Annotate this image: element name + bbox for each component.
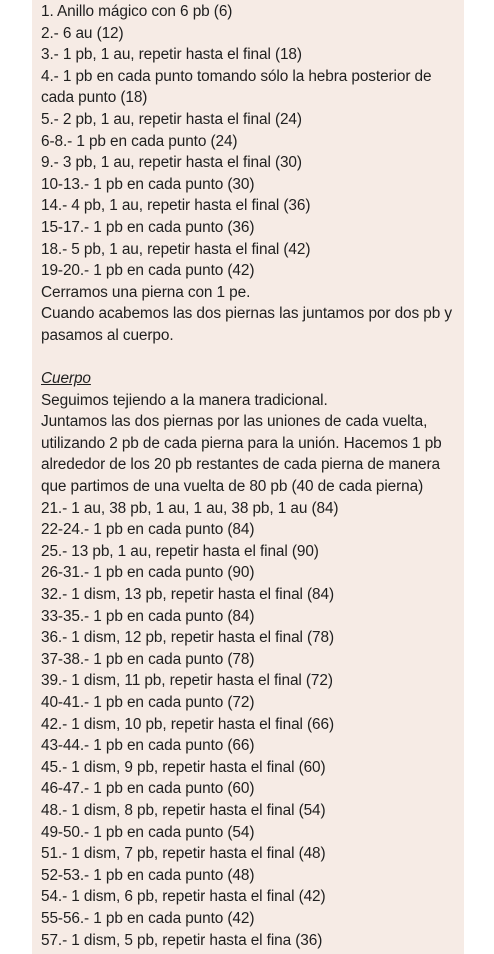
round-line: 10-13.- 1 pb en cada punto (30)	[41, 175, 255, 193]
round-line: 43-44.- 1 pb en cada punto (66)	[41, 737, 255, 755]
round-line: 55-56.- 1 pb en cada punto (42)	[41, 909, 255, 927]
instruction-paragraph: Juntamos las dos piernas por las uniones de cada vuelta, utilizando 2 pb de cada pierna para la unión. Hacemos 1 pb alrededor de los 20 pb restantes de cada pierna de manera que partimos de una vuelta de 80 pb (40 de cada pierna)	[41, 413, 442, 496]
round-line: 32.- 1 dism, 13 pb, repetir hasta el final (84)	[41, 586, 335, 604]
instruction-line: Cerramos una pierna con 1 pe.	[41, 283, 251, 301]
round-line: 36.- 1 dism, 12 pb, repetir hasta el final (78)	[41, 629, 335, 647]
round-line: 3.- 1 pb, 1 au, repetir hasta el final (18)	[41, 46, 302, 64]
round-line: 1. Anillo mágico con 6 pb (6)	[41, 3, 233, 20]
round-line: 2.- 6 au (12)	[41, 24, 124, 42]
round-line: 42.- 1 dism, 10 pb, repetir hasta el final (66)	[41, 715, 335, 733]
round-line: 18.- 5 pb, 1 au, repetir hasta el final (42)	[41, 240, 311, 258]
instruction-line: Seguimos tejiendo a la manera tradicional.	[41, 391, 328, 409]
round-line: 19-20.- 1 pb en cada punto (42)	[41, 262, 255, 280]
section-title: Cuerpo	[41, 370, 91, 388]
round-line: 15-17.- 1 pb en cada punto (36)	[41, 218, 255, 236]
round-line: 45.- 1 dism, 9 pb, repetir hasta el final (60)	[41, 758, 326, 776]
round-line: 5.- 2 pb, 1 au, repetir hasta el final (24)	[41, 110, 302, 128]
round-line: 51.- 1 dism, 7 pb, repetir hasta el final (48)	[41, 845, 326, 863]
section-spacer	[41, 347, 464, 369]
round-line: 6-8.- 1 pb en cada punto (24)	[41, 132, 238, 150]
round-line: 39.- 1 dism, 11 pb, repetir hasta el final (72)	[41, 672, 333, 690]
round-line: 46-47.- 1 pb en cada punto (60)	[41, 780, 255, 798]
round-line: 37-38.- 1 pb en cada punto (78)	[41, 650, 255, 668]
leg-instructions	[41, 1, 464, 347]
round-line: 22-24.- 1 pb en cada punto (84)	[41, 521, 255, 539]
round-line: 52-53.- 1 pb en cada punto (48)	[41, 866, 255, 884]
pattern-document	[32, 0, 464, 954]
round-line: 4.- 1 pb en cada punto tomando sólo la hebra posterior de cada punto (18)	[41, 67, 432, 107]
round-line: 57.- 1 dism, 5 pb, repetir hasta el fina (36)	[41, 931, 323, 949]
round-line: 21.- 1 au, 38 pb, 1 au, 1 au, 38 pb, 1 au (84)	[41, 499, 339, 517]
round-line: 40-41.- 1 pb en cada punto (72)	[41, 694, 255, 711]
round-line: 9.- 3 pb, 1 au, repetir hasta el final (30)	[41, 154, 302, 172]
round-line: 54.- 1 dism, 6 pb, repetir hasta el final (42)	[41, 888, 326, 906]
instruction-line: Cuando acabemos las dos piernas las juntamos por dos pb y pasamos al cuerpo.	[41, 305, 452, 344]
round-line: 49-50.- 1 pb en cada punto (54)	[41, 823, 255, 841]
body-instructions	[41, 368, 464, 951]
round-line: 14.- 4 pb, 1 au, repetir hasta el final (36)	[41, 197, 311, 215]
round-line: 25.- 13 pb, 1 au, repetir hasta el final (90)	[41, 542, 319, 560]
round-line: 33-35.- 1 pb en cada punto (84)	[41, 607, 255, 625]
round-line: 26-31.- 1 pb en cada punto (90)	[41, 564, 255, 582]
round-line: 48.- 1 dism, 8 pb, repetir hasta el final (54)	[41, 801, 326, 819]
